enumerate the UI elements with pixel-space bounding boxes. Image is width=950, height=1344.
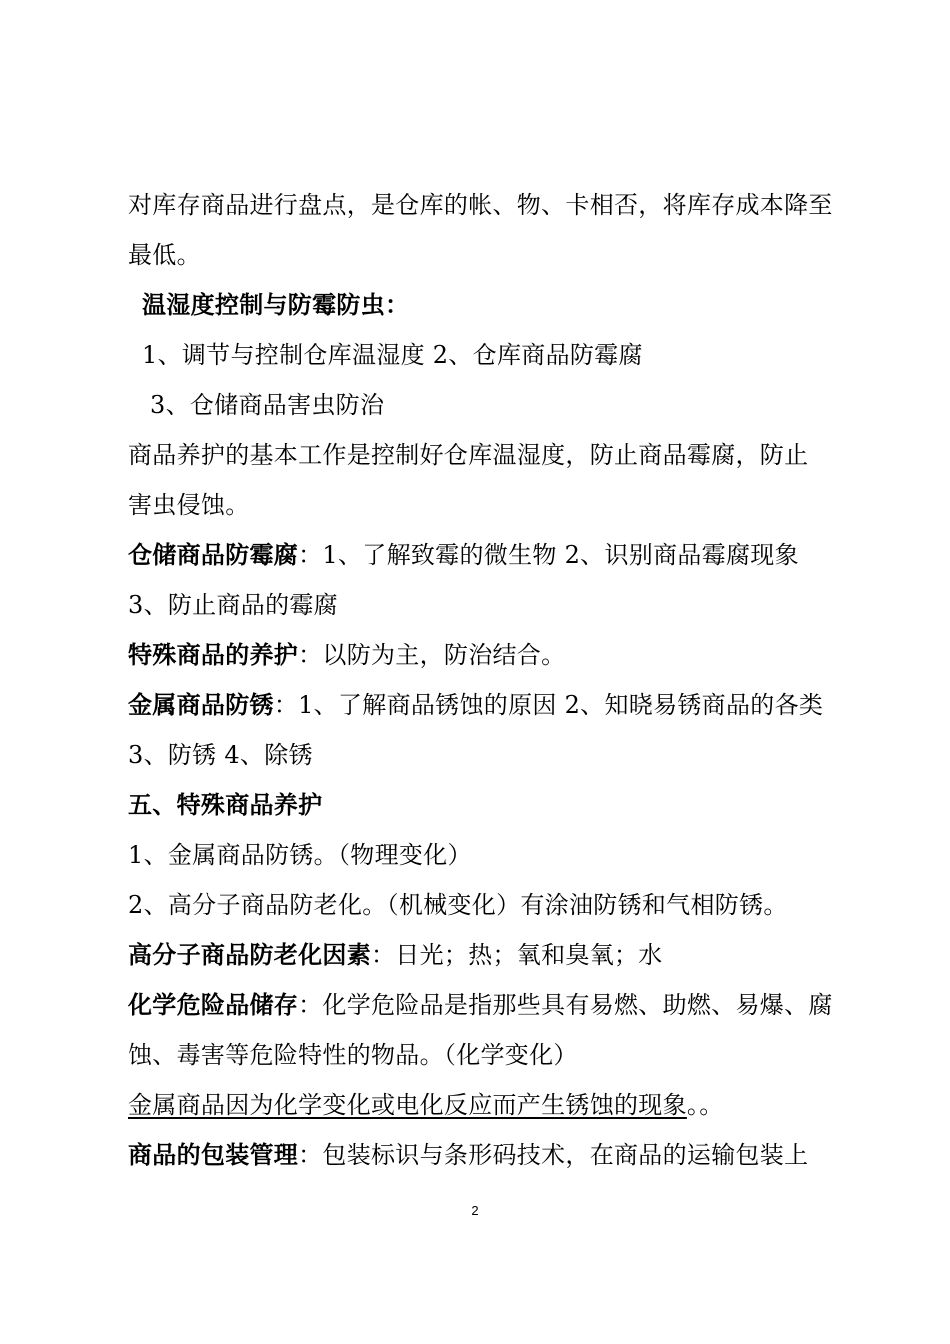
- paragraph-line: [128, 480, 838, 530]
- line-text: ：以防为主，防治结合。: [298, 641, 566, 669]
- line-text: ：1、了解商品锈蚀的原因 2、知晓易锈商品的各类: [273, 691, 824, 719]
- bold-term: 金属商品防锈: [128, 691, 274, 719]
- bold-term: 特殊商品的养护: [128, 641, 299, 669]
- line-text: ：包装标识与条形码技术，在商品的运输包装上: [298, 1141, 809, 1169]
- bold-heading: 温湿度控制与防霉防虫：: [142, 291, 410, 319]
- paragraph-line: [128, 530, 838, 580]
- line-text: 害虫侵蚀。: [128, 491, 250, 519]
- page-number: 2: [471, 1203, 479, 1218]
- section-heading-special-goods: [128, 780, 838, 830]
- paragraph-line: [128, 180, 838, 230]
- paragraph-line: [128, 580, 838, 630]
- line-text: 蚀、毒害等危险特性的物品。（化学变化）: [128, 1041, 578, 1069]
- line-text: 最低。: [128, 241, 201, 269]
- paragraph-line: [128, 1130, 838, 1180]
- line-text: 3、防止商品的霉腐: [128, 591, 338, 619]
- line-text: ：日光；热；氧和臭氧；水: [371, 941, 663, 969]
- line-text: 3、防锈 4、除锈: [128, 741, 313, 769]
- line-text: ：化学危险品是指那些具有易燃、助燃、易爆、腐: [298, 991, 833, 1019]
- paragraph-line: [128, 1080, 838, 1130]
- line-text: 2、高分子商品防老化。（机械变化）有涂油防锈和气相防锈。: [128, 891, 788, 919]
- section-heading-temperature-humidity: [128, 280, 838, 330]
- bold-term: 高分子商品防老化因素: [128, 941, 371, 969]
- underlined-text: 金属商品因为化学变化或电化反应而产生锈蚀的现象: [128, 1091, 687, 1119]
- list-line: [128, 330, 838, 380]
- paragraph-line: [128, 930, 838, 980]
- paragraph-line: [128, 680, 838, 730]
- paragraph-line: [128, 230, 838, 280]
- bold-term: 商品的包装管理: [128, 1141, 299, 1169]
- line-text: ：1、了解致霉的微生物 2、识别商品霉腐现象: [298, 541, 799, 569]
- line-text: 3、仓储商品害虫防治: [150, 391, 385, 419]
- bold-term: 仓储商品防霉腐: [128, 541, 299, 569]
- list-line: [128, 830, 838, 880]
- line-text: 1、金属商品防锈。（物理变化）: [128, 841, 472, 869]
- paragraph-line: [128, 980, 838, 1030]
- paragraph-line: [128, 630, 838, 680]
- document-body: [128, 180, 838, 1180]
- line-text: 对库存商品进行盘点，是仓库的帐、物、卡相否，将库存成本降至: [128, 191, 833, 219]
- paragraph-line: [128, 1030, 838, 1080]
- list-line: [128, 380, 838, 430]
- line-text: 1、调节与控制仓库温湿度 2、仓库商品防霉腐: [142, 341, 643, 369]
- list-line: [128, 880, 838, 930]
- line-text: 商品养护的基本工作是控制好仓库温湿度，防止商品霉腐，防止: [128, 441, 809, 469]
- bold-heading: 五、特殊商品养护: [128, 791, 323, 819]
- paragraph-line: [128, 730, 838, 780]
- line-text: 。。: [686, 1091, 724, 1119]
- bold-term: 化学危险品储存: [128, 991, 299, 1019]
- paragraph-line: [128, 430, 838, 480]
